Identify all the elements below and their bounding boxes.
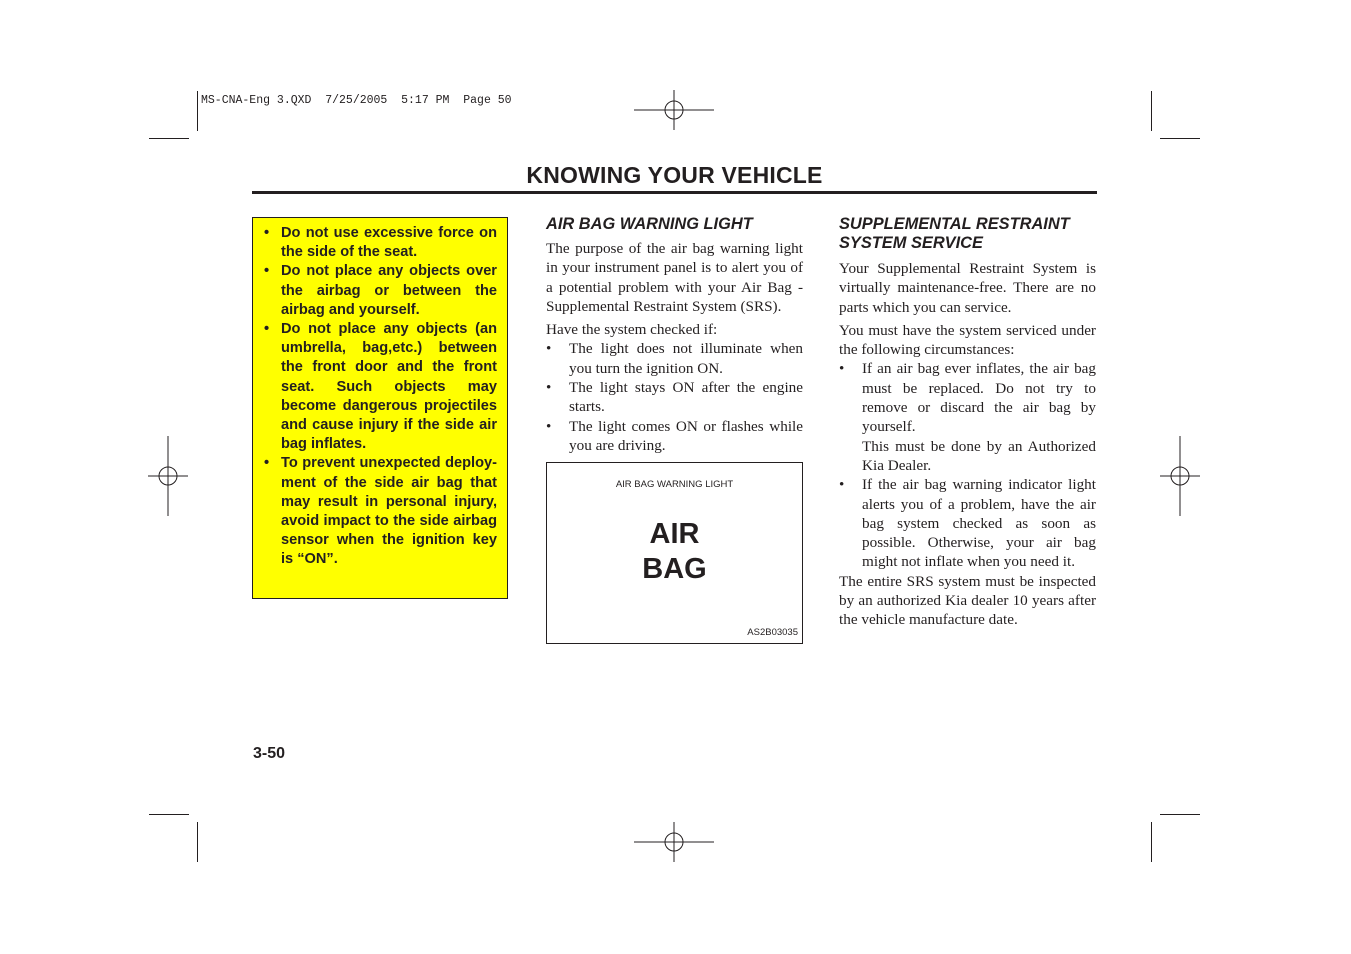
crop-mark-bottom-right-h bbox=[1160, 814, 1200, 815]
symbol-line-1: AIR bbox=[649, 518, 700, 550]
warning-item: • Do not place any objects (an umbrella, bag,etc.) between the front door and the front seat. Such objects may become dangerous projectiles and cause injury if the side air bag inflates. bbox=[263, 320, 497, 454]
heading-line-1: SUPPLEMENTAL RESTRAINT bbox=[839, 215, 1070, 233]
srs-service-section bbox=[839, 215, 1096, 630]
airbag-light-check-intro: Have the system checked if: bbox=[546, 321, 718, 339]
srs-bullets bbox=[839, 359, 1096, 571]
bullet-subtext: This must be done by an Authorized Kia Dealer. bbox=[862, 437, 1096, 474]
warning-list bbox=[263, 224, 497, 570]
registration-mark-bottom bbox=[634, 822, 714, 862]
figure-caption: AIR BAG WARNING LIGHT bbox=[615, 479, 734, 490]
airbag-warning-symbol bbox=[547, 517, 802, 587]
list-item: • If the air bag warning indicator light alerts you of a problem, have the air bag system checked as soon as possible. Otherwise, your air bag might not inflate when you need it. bbox=[839, 475, 1096, 571]
warning-item: • Do not use excessive force on the side of the seat. bbox=[263, 224, 497, 262]
srs-intro: Your Supplemental Restraint System is virtually maintenance-free. There are no parts which you can service. bbox=[839, 260, 1096, 316]
airbag-light-figure bbox=[546, 462, 803, 644]
crop-mark-top-right-h bbox=[1160, 138, 1200, 139]
srs-circumstances: You must have the system serviced under the following circumstances: bbox=[839, 321, 1096, 359]
warning-box bbox=[252, 217, 508, 599]
crop-mark-top-left-v bbox=[197, 91, 198, 131]
srs-service-heading bbox=[839, 215, 1096, 253]
airbag-light-bullets bbox=[546, 339, 803, 455]
page-number: 3-50 bbox=[253, 745, 286, 762]
registration-mark-left bbox=[148, 436, 188, 516]
figure-code: AS2B03035 bbox=[747, 627, 798, 638]
warning-item: • To prevent unexpected deploy-ment of the side air bag that may result in personal injury, avoid impact to the side airbag sensor when the ignition key is “ON”. bbox=[263, 454, 497, 569]
crop-mark-bottom-left-v bbox=[197, 822, 198, 862]
list-item: • The light does not illuminate when you turn the ignition ON. bbox=[546, 339, 803, 378]
bullet-text: If an air bag ever inflates, the air bag must be replaced. Do not try to remove or discard the air bag by yourself. bbox=[862, 360, 1096, 436]
registration-mark-right bbox=[1160, 436, 1200, 516]
airbag-light-heading: AIR BAG WARNING LIGHT bbox=[546, 215, 753, 233]
list-item bbox=[839, 359, 1096, 475]
airbag-light-intro: The purpose of the air bag warning light in your instrument panel is to alert you of a potential problem with your Air Bag - Supplemental Restraint System (SRS). bbox=[546, 240, 803, 315]
crop-mark-bottom-right-v bbox=[1151, 822, 1152, 862]
list-item: • The light comes ON or flashes while you are driving. bbox=[546, 417, 803, 456]
print-slug: MS-CNA-Eng 3.QXD 7/25/2005 5:17 PM Page 50 bbox=[201, 94, 512, 107]
airbag-light-section bbox=[546, 215, 803, 455]
title-rule bbox=[252, 191, 1097, 194]
crop-mark-top-left-h bbox=[149, 138, 189, 139]
list-item: • The light stays ON after the engine starts. bbox=[546, 378, 803, 417]
heading-line-2: SYSTEM SERVICE bbox=[839, 234, 983, 252]
srs-closing: The entire SRS system must be inspected by an authorized Kia dealer 10 years after the vehicle manufacture date. bbox=[839, 572, 1096, 629]
page-title: KNOWING YOUR VEHICLE bbox=[526, 162, 823, 188]
registration-mark-top bbox=[634, 90, 714, 130]
symbol-line-2: BAG bbox=[642, 553, 707, 585]
warning-item: • Do not place any objects over the airbag or between the airbag and yourself. bbox=[263, 262, 497, 320]
crop-mark-top-right-v bbox=[1151, 91, 1152, 131]
crop-mark-bottom-left-h bbox=[149, 814, 189, 815]
